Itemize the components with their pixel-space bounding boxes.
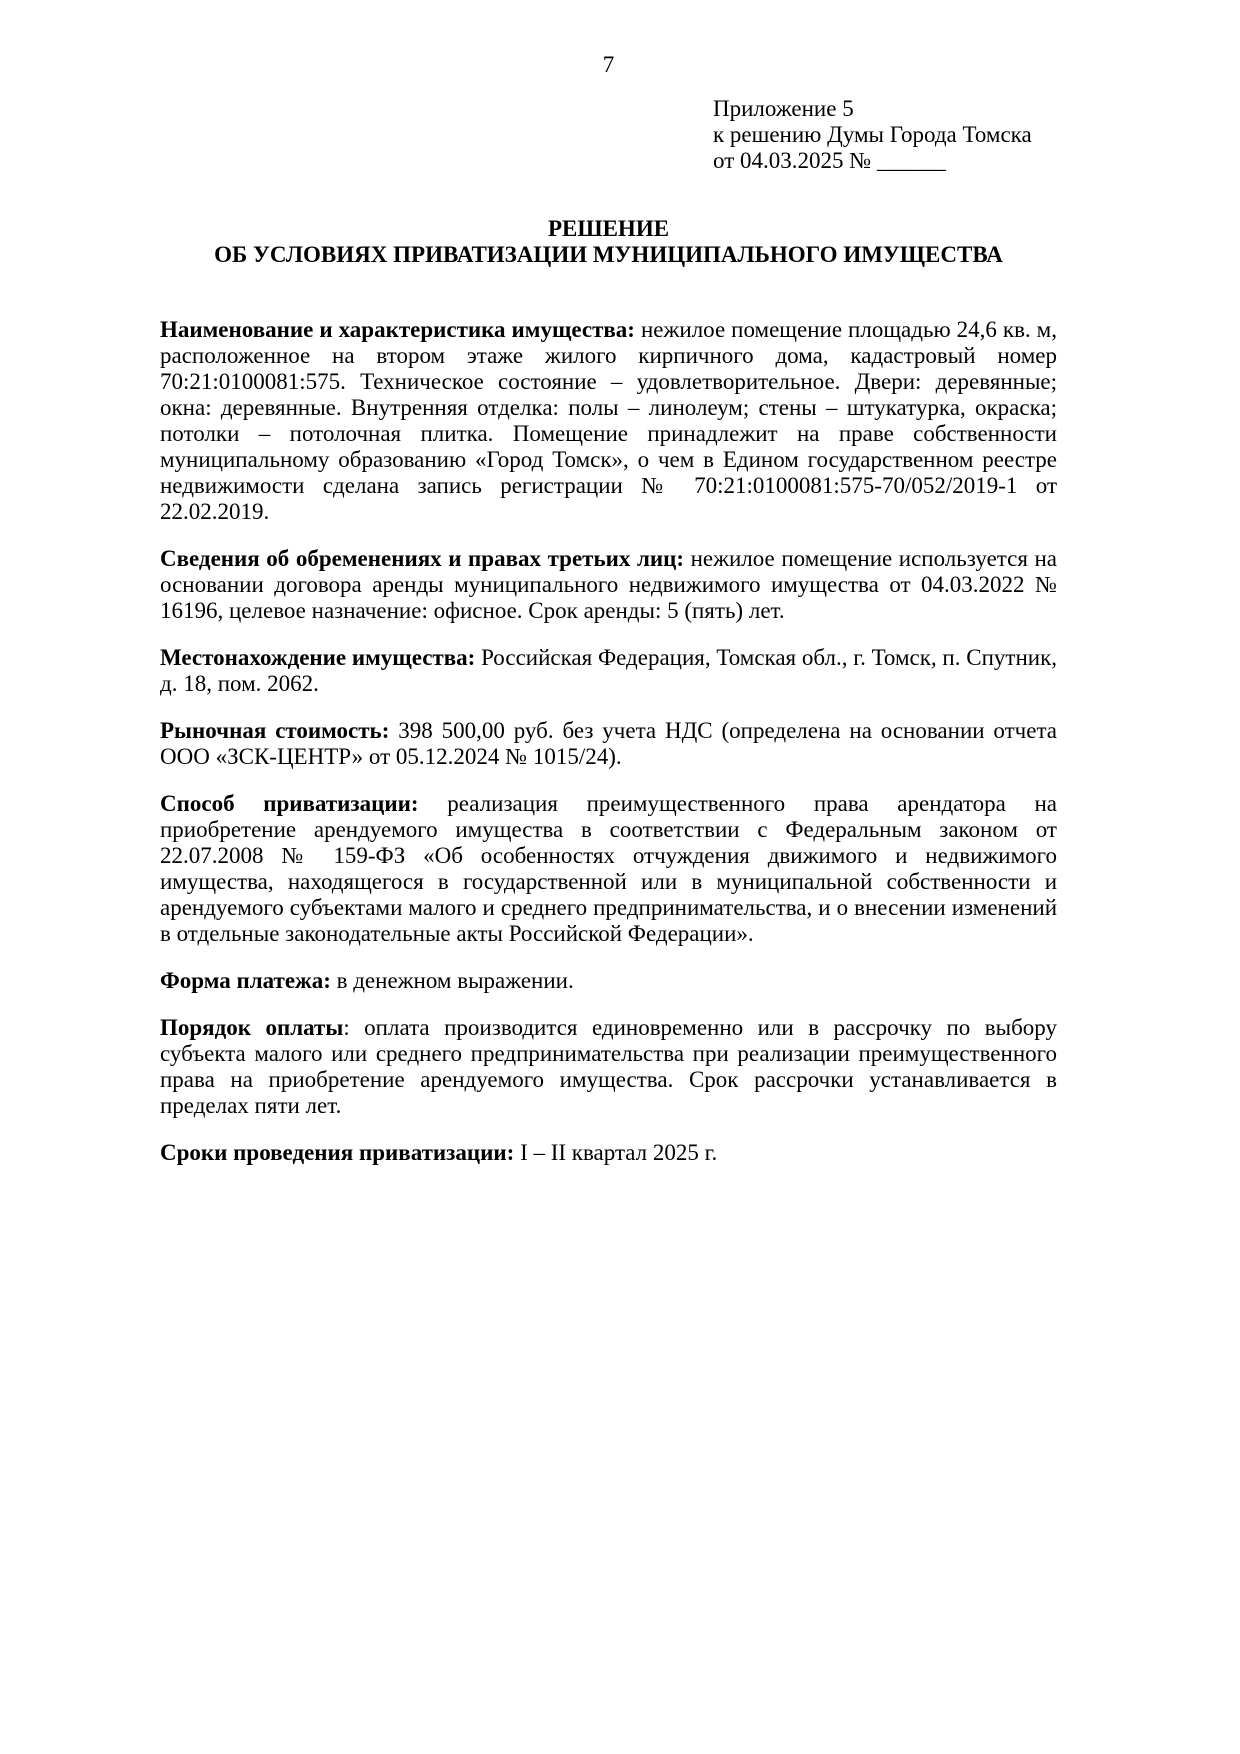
paragraph-label: Рыночная стоимость: bbox=[160, 718, 390, 743]
paragraph-label: Способ приватизации: bbox=[160, 791, 419, 816]
paragraph-label: Наименование и характеристика имущества: bbox=[160, 317, 635, 342]
paragraph-label: Форма платежа: bbox=[160, 968, 331, 993]
document-title bbox=[160, 216, 1057, 268]
paragraph-text: Российская Федерация, Томская обл., г. Томск, п. Спутник, д. 18, пом. 2062. bbox=[160, 645, 1057, 696]
paragraph-text: нежилое помещение площадью 24,6 кв. м, расположенное на втором этаже жилого кирпичного дома, кадастровый номер 70:21:0100081:575. Техническое состояние – удовлетворительное. Двери: деревянные; окна: деревянные. Внутренняя отделка: полы – линолеум; стены – штукатурка, окраска; потолки – потолочная плитка. Помещение принадлежит на праве собственности муниципальному образованию «Город Томск», о чем в Едином государственном реестре недвижимости сделана запись регистрации № 70:21:0100081:575-70/052/2019-1 от 22.02.2019. bbox=[160, 317, 1057, 524]
paragraph-encumbrances bbox=[160, 546, 1057, 624]
document-title-line-2: ОБ УСЛОВИЯХ ПРИВАТИЗАЦИИ МУНИЦИПАЛЬНОГО ИМУЩЕСТВА bbox=[214, 242, 1003, 267]
paragraph-payment-form bbox=[160, 968, 1057, 994]
document-title-line-1: РЕШЕНИЕ bbox=[547, 216, 670, 241]
page-number: 7 bbox=[602, 52, 615, 77]
paragraph-market-value bbox=[160, 718, 1057, 770]
paragraph-privatization-method bbox=[160, 791, 1057, 947]
paragraph-text: 398 500,00 руб. без учета НДС (определена на основании отчета ООО «ЗСК-ЦЕНТР» от 05.12.2024 № 1015/24). bbox=[160, 718, 1057, 769]
paragraph-text: нежилое помещение используется на основании договора аренды муниципального недвижимого имущества от 04.03.2022 № 16196, целевое назначение: офисное. Срок аренды: 5 (пять) лет. bbox=[160, 546, 1057, 623]
paragraph-label: Местонахождение имущества: bbox=[160, 645, 476, 670]
paragraph-location bbox=[160, 645, 1057, 697]
appendix-block bbox=[713, 96, 1057, 174]
paragraph-payment-order bbox=[160, 1015, 1057, 1119]
appendix-line-3: от 04.03.2025 № ______ bbox=[713, 148, 946, 173]
appendix-line-1: Приложение 5 bbox=[713, 96, 854, 121]
paragraph-privatization-timing bbox=[160, 1140, 1057, 1166]
paragraph-text: I – II квартал 2025 г. bbox=[514, 1140, 718, 1165]
appendix-line-2: к решению Думы Города Томска bbox=[713, 122, 1032, 147]
paragraph-label: Сроки проведения приватизации: bbox=[160, 1140, 515, 1165]
paragraph-text: реализация преимущественного права арендатора на приобретение арендуемого имущества в соответствии с Федеральным законом от 22.07.2008 № 159-ФЗ «Об особенностях отчуждения движимого и недвижимого имущества, находящегося в государственной или в муниципальной собственности и арендуемого субъектами малого и среднего предпринимательства, и о внесении изменений в отдельные законодательные акты Российской Федерации». bbox=[160, 791, 1057, 946]
paragraph-property-description bbox=[160, 317, 1057, 525]
paragraph-label: Порядок оплаты bbox=[160, 1015, 344, 1040]
paragraph-text: в денежном выражении. bbox=[330, 968, 574, 993]
paragraph-label: Сведения об обременениях и правах третьих лиц: bbox=[160, 546, 685, 571]
paragraph-text: : оплата производится единовременно или в рассрочку по выбору субъекта малого или среднего предпринимательства при реализации преимущественного права на приобретение арендуемого имущества. Срок рассрочки устанавливается в пределах пяти лет. bbox=[160, 1015, 1057, 1118]
